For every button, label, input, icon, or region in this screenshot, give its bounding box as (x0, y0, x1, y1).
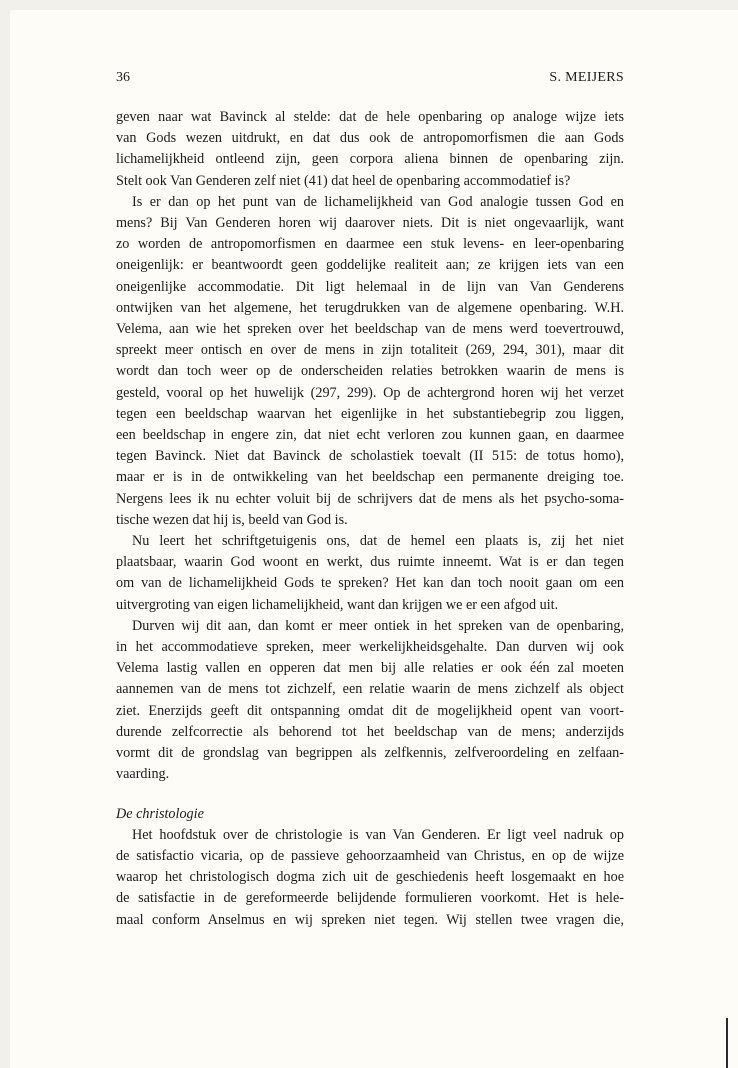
section-heading: De christologie (116, 805, 204, 822)
text-line: tegen een beeldschap waarvan het eigenlijke in het substantiebegrip zou liggen, (116, 405, 624, 422)
text-line: tische wezen dat hij is, beeld van God is. (116, 511, 348, 528)
text-line: Velema, aan wie het spreken over het beeldschap van de mens werd toevertrouwd, (116, 321, 624, 338)
text-line: maar er is in de ontwikkeling van het beeldschap een permanente dreiging toe. (116, 469, 624, 486)
page-number: 36 (116, 70, 130, 85)
scan-edge-rule (726, 1018, 728, 1068)
text-line: aannemen van de mens tot zichzelf, een relatie waarin de mens zichzelf als object (116, 681, 624, 698)
text-line: vaarding. (116, 766, 170, 783)
scan-shadow-left (0, 0, 10, 1068)
text-line: de satisfactio vicaria, op de passieve gehoorzaamheid van Christus, en op de wijze (116, 847, 624, 864)
text-line: vormt dit de grondslag van begrippen als zelfkennis, zelfveroordeling en zelfaan- (116, 745, 624, 762)
text-line: maal conform Anselmus en wij spreken niet tegen. Wij stellen twee vragen die, (116, 911, 624, 928)
text-line: tegen Bavinck. Niet dat Bavinck de scholastiek toevalt (II 515: de totus homo), (116, 448, 624, 465)
text-line: lichamelijkheid ontleend zijn, geen corpora aliena binnen de openbaring zijn. (116, 151, 624, 168)
text-line: ontwijken van het algemene, het terugdrukken van de algemene openbaring. W.H. (116, 299, 624, 316)
text-line: wordt dan toch weer op de onderscheiden relaties betrokken waarin de mens is (116, 363, 624, 380)
text-line: plaatsbaar, waarin God woont en werkt, dus ruimte inneemt. Wat is er dan tegen (116, 554, 624, 571)
text-line: Nu leert het schriftgetuigenis ons, dat de hemel een plaats is, zij het niet (132, 533, 624, 550)
running-head (116, 70, 624, 90)
scan-shadow-top (0, 0, 738, 10)
text-line: de satisfactie in de gereformeerde belijdende formulieren voorkomt. Het is hele- (116, 890, 624, 907)
text-line: een beeldschap in engere zin, dat niet echt verloren zou kunnen gaan, en daarmee (116, 427, 624, 444)
text-line: Durven wij dit aan, dan komt er meer ontiek in het spreken van de openbaring, (132, 617, 624, 634)
section-gap (116, 786, 624, 804)
text-line: Het hoofdstuk over de christologie is van Van Genderen. Er ligt veel nadruk op (132, 826, 624, 843)
text-line: zo worden de antropomorfismen en daarmee een stuk levens- en leer-openbaring (116, 236, 624, 253)
text-line: ziet. Enerzijds geeft dit ontspanning omdat dit de mogelijkheid opent van voort- (116, 702, 624, 719)
body-text (116, 107, 624, 931)
running-head-author: S. MEIJERS (549, 70, 624, 85)
text-line: Is er dan op het punt van de lichamelijkheid van God analogie tussen God en (132, 193, 624, 210)
text-line: geven naar wat Bavinck al stelde: dat de hele openbaring op analoge wijze iets (116, 109, 624, 125)
text-line: in het accommodatieve spreken, meer werkelijkheidsgehalte. Dan durven wij ook (116, 639, 624, 656)
text-line: oneigenlijk: er beantwoordt geen goddelijke realiteit aan; ze krijgen iets van een (116, 257, 624, 274)
text-line: van Gods wezen uitdrukt, en dat dus ook de antropomorfismen die aan Gods (116, 130, 624, 147)
text-line: waarop het christologisch dogma zich uit de geschiedenis heeft losgemaakt en hoe (116, 869, 624, 886)
text-line: spreekt meer ontisch en over de mens in zijn totaliteit (269, 294, 301), maar dit (116, 342, 624, 359)
text-line: mens? Bij Van Genderen horen wij daarover niets. Dit is niet ongevaarlijk, want (116, 215, 624, 232)
text-line: uitvergroting van eigen lichamelijkheid, want dan krijgen we er een afgod uit. (116, 596, 559, 613)
text-line: oneigenlijke accommodatie. Dit ligt helemaal in de lijn van Van Genderens (116, 278, 624, 295)
text-line: Velema lastig vallen en opperen dat men bij alle relaties er ook één zal moeten (116, 660, 624, 677)
text-line: gesteld, vooral op het huwelijk (297, 299). Op de achtergrond horen wij het verzet (116, 384, 624, 401)
text-line: Stelt ook Van Genderen zelf niet (41) dat heel de openbaring accommodatief is? (116, 172, 571, 189)
text-line: Nergens lees ik nu echter voluit bij de schrijvers dat de mens als het psycho-soma- (116, 490, 624, 507)
text-line: durende zelfcorrectie als behorend tot het beeldschap van de mens; anderzijds (116, 723, 624, 740)
text-line: om van de lichamelijkheid Gods te spreken? Het kan dan toch nooit gaan om een (116, 575, 624, 592)
